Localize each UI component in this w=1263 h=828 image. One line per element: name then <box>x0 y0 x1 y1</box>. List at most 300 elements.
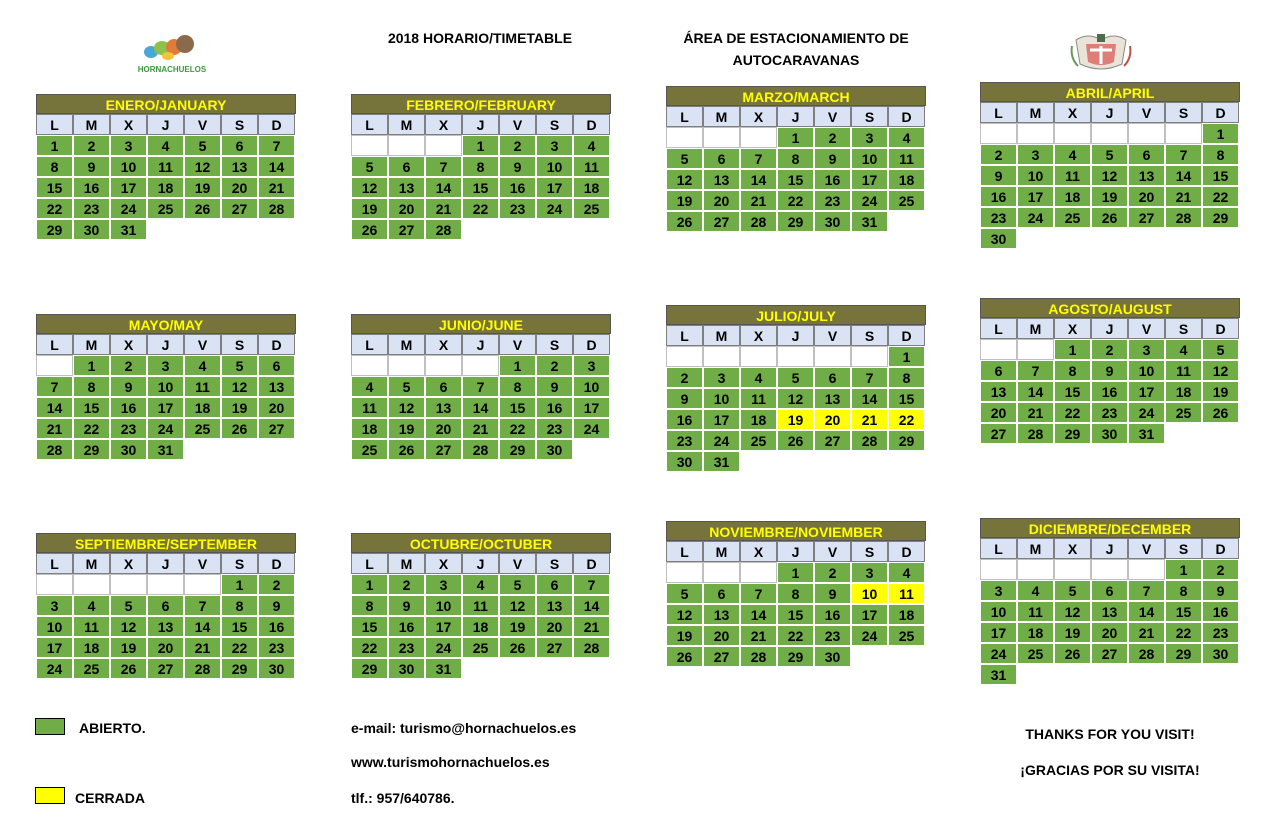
day-cell-open: 14 <box>258 156 295 177</box>
day-cell-open: 3 <box>851 562 888 583</box>
weekday-header: S <box>221 334 258 355</box>
day-cell-open: 19 <box>388 418 425 439</box>
day-cell-open: 26 <box>184 198 221 219</box>
day-cell-open: 11 <box>351 397 388 418</box>
day-cell-open: 13 <box>1091 601 1128 622</box>
weekday-header: X <box>740 106 777 127</box>
day-cell-closed: 10 <box>851 583 888 604</box>
day-cell-open: 17 <box>36 637 73 658</box>
day-cell-open: 11 <box>888 148 925 169</box>
empty-day-cell <box>351 355 388 376</box>
day-cell-open: 29 <box>1202 207 1239 228</box>
weekday-header: J <box>462 114 499 135</box>
day-cell-open: 21 <box>36 418 73 439</box>
day-cell-open: 2 <box>499 135 536 156</box>
day-cell-open: 17 <box>110 177 147 198</box>
weekday-header: M <box>73 334 110 355</box>
day-cell-open: 15 <box>1165 601 1202 622</box>
day-cell-open: 10 <box>1128 360 1165 381</box>
day-cell-open: 4 <box>73 595 110 616</box>
weekday-header: L <box>980 538 1017 559</box>
day-cell-open: 26 <box>666 646 703 667</box>
month-title: AGOSTO/AUGUST <box>980 298 1240 318</box>
weekday-header: M <box>1017 318 1054 339</box>
day-cell-open: 26 <box>388 439 425 460</box>
day-cell-open: 10 <box>36 616 73 637</box>
day-cell-open: 5 <box>1054 580 1091 601</box>
day-cell-open: 27 <box>221 198 258 219</box>
day-cell-open: 16 <box>499 177 536 198</box>
day-cell-open: 1 <box>499 355 536 376</box>
day-cell-open: 8 <box>1202 144 1239 165</box>
coat-of-arms-icon <box>1068 30 1134 72</box>
month-january <box>36 94 296 240</box>
day-cell-open: 29 <box>777 646 814 667</box>
day-cell-open: 6 <box>147 595 184 616</box>
day-cell-open: 14 <box>425 177 462 198</box>
day-cell-open: 8 <box>1165 580 1202 601</box>
day-cell-open: 10 <box>851 148 888 169</box>
weekday-header: J <box>147 334 184 355</box>
weekday-header: M <box>388 114 425 135</box>
empty-day-cell <box>1054 123 1091 144</box>
day-cell-closed: 21 <box>851 409 888 430</box>
day-cell-open: 12 <box>666 604 703 625</box>
day-cell-open: 20 <box>1091 622 1128 643</box>
day-cell-closed: 11 <box>888 583 925 604</box>
day-cell-open: 3 <box>110 135 147 156</box>
day-cell-open: 8 <box>777 583 814 604</box>
empty-day-cell <box>851 346 888 367</box>
day-cell-open: 10 <box>147 376 184 397</box>
day-cell-open: 20 <box>388 198 425 219</box>
day-cell-open: 8 <box>221 595 258 616</box>
month-title: NOVIEMBRE/NOVIEMBER <box>666 521 926 541</box>
day-cell-open: 4 <box>888 127 925 148</box>
weekday-header: D <box>573 334 610 355</box>
day-cell-open: 12 <box>666 169 703 190</box>
day-cell-open: 24 <box>536 198 573 219</box>
day-cell-open: 28 <box>1165 207 1202 228</box>
weekday-header: L <box>980 318 1017 339</box>
day-cell-open: 25 <box>1054 207 1091 228</box>
empty-day-cell <box>666 127 703 148</box>
weekday-header: J <box>462 334 499 355</box>
day-cell-open: 14 <box>740 169 777 190</box>
day-cell-open: 15 <box>1054 381 1091 402</box>
day-cell-open: 9 <box>980 165 1017 186</box>
day-cell-open: 7 <box>258 135 295 156</box>
empty-day-cell <box>388 355 425 376</box>
day-cell-open: 2 <box>980 144 1017 165</box>
day-cell-open: 13 <box>536 595 573 616</box>
weekday-header: X <box>110 114 147 135</box>
empty-day-cell <box>1091 559 1128 580</box>
day-cell-open: 19 <box>499 616 536 637</box>
day-cell-open: 13 <box>221 156 258 177</box>
day-cell-closed: 20 <box>814 409 851 430</box>
day-cell-open: 7 <box>1017 360 1054 381</box>
day-cell-open: 18 <box>573 177 610 198</box>
month-october <box>351 533 611 679</box>
month-grid <box>351 553 611 679</box>
empty-day-cell <box>777 346 814 367</box>
day-cell-open: 5 <box>388 376 425 397</box>
day-cell-open: 3 <box>1017 144 1054 165</box>
month-title: ABRIL/APRIL <box>980 82 1240 102</box>
day-cell-open: 21 <box>1165 186 1202 207</box>
month-title: FEBRERO/FEBRUARY <box>351 94 611 114</box>
day-cell-open: 10 <box>573 376 610 397</box>
month-title: DICIEMBRE/DECEMBER <box>980 518 1240 538</box>
day-cell-open: 8 <box>499 376 536 397</box>
weekday-header: S <box>536 114 573 135</box>
day-cell-open: 11 <box>147 156 184 177</box>
day-cell-open: 6 <box>980 360 1017 381</box>
day-cell-open: 8 <box>888 367 925 388</box>
day-cell-open: 29 <box>888 430 925 451</box>
day-cell-open: 11 <box>73 616 110 637</box>
day-cell-open: 28 <box>462 439 499 460</box>
weekday-header: L <box>36 114 73 135</box>
day-cell-open: 20 <box>703 190 740 211</box>
day-cell-open: 14 <box>1017 381 1054 402</box>
month-grid <box>666 541 926 667</box>
day-cell-open: 26 <box>221 418 258 439</box>
day-cell-open: 30 <box>536 439 573 460</box>
day-cell-open: 3 <box>536 135 573 156</box>
month-february <box>351 94 611 240</box>
day-cell-open: 8 <box>73 376 110 397</box>
day-cell-open: 17 <box>147 397 184 418</box>
day-cell-open: 1 <box>777 562 814 583</box>
month-april <box>980 82 1240 249</box>
day-cell-open: 3 <box>851 127 888 148</box>
day-cell-open: 22 <box>1165 622 1202 643</box>
month-grid <box>36 114 296 240</box>
legend-closed-label: CERRADA <box>75 790 145 806</box>
contact-email: e-mail: turismo@hornachuelos.es <box>351 720 577 736</box>
day-cell-open: 19 <box>666 625 703 646</box>
day-cell-open: 5 <box>351 156 388 177</box>
month-august <box>980 298 1240 444</box>
empty-day-cell <box>666 346 703 367</box>
month-march <box>666 86 926 232</box>
day-cell-open: 17 <box>1017 186 1054 207</box>
weekday-header: D <box>573 553 610 574</box>
day-cell-open: 23 <box>666 430 703 451</box>
weekday-header: X <box>740 541 777 562</box>
day-cell-open: 31 <box>425 658 462 679</box>
day-cell-open: 14 <box>462 397 499 418</box>
day-cell-open: 27 <box>980 423 1017 444</box>
day-cell-open: 25 <box>462 637 499 658</box>
day-cell-open: 7 <box>36 376 73 397</box>
empty-day-cell <box>980 123 1017 144</box>
day-cell-open: 29 <box>499 439 536 460</box>
day-cell-open: 12 <box>1202 360 1239 381</box>
day-cell-open: 15 <box>73 397 110 418</box>
day-cell-open: 19 <box>351 198 388 219</box>
weekday-header: J <box>777 325 814 346</box>
day-cell-open: 22 <box>36 198 73 219</box>
empty-day-cell <box>1017 559 1054 580</box>
day-cell-open: 31 <box>980 664 1017 685</box>
legend-open-label: ABIERTO. <box>79 720 146 736</box>
day-cell-open: 12 <box>777 388 814 409</box>
day-cell-open: 2 <box>73 135 110 156</box>
empty-day-cell <box>1128 123 1165 144</box>
day-cell-open: 9 <box>814 583 851 604</box>
day-cell-open: 24 <box>36 658 73 679</box>
day-cell-open: 24 <box>1017 207 1054 228</box>
weekday-header: S <box>221 553 258 574</box>
weekday-header: D <box>258 553 295 574</box>
day-cell-open: 30 <box>258 658 295 679</box>
day-cell-open: 18 <box>351 418 388 439</box>
day-cell-open: 2 <box>1202 559 1239 580</box>
day-cell-open: 13 <box>703 604 740 625</box>
day-cell-open: 23 <box>980 207 1017 228</box>
month-june <box>351 314 611 460</box>
day-cell-open: 7 <box>425 156 462 177</box>
day-cell-open: 8 <box>462 156 499 177</box>
day-cell-open: 18 <box>1165 381 1202 402</box>
weekday-header: V <box>1128 102 1165 123</box>
month-grid <box>980 538 1240 685</box>
weekday-header: J <box>147 553 184 574</box>
day-cell-open: 6 <box>814 367 851 388</box>
day-cell-open: 5 <box>110 595 147 616</box>
day-cell-open: 25 <box>888 190 925 211</box>
day-cell-open: 6 <box>258 355 295 376</box>
day-cell-open: 2 <box>814 127 851 148</box>
day-cell-open: 9 <box>666 388 703 409</box>
weekday-header: L <box>351 553 388 574</box>
day-cell-open: 15 <box>499 397 536 418</box>
weekday-header: S <box>1165 538 1202 559</box>
day-cell-open: 9 <box>388 595 425 616</box>
day-cell-open: 11 <box>1165 360 1202 381</box>
month-grid <box>980 318 1240 444</box>
day-cell-open: 4 <box>573 135 610 156</box>
day-cell-open: 5 <box>1091 144 1128 165</box>
day-cell-open: 14 <box>1165 165 1202 186</box>
day-cell-open: 16 <box>1202 601 1239 622</box>
day-cell-open: 21 <box>462 418 499 439</box>
day-cell-open: 3 <box>36 595 73 616</box>
day-cell-open: 26 <box>1202 402 1239 423</box>
weekday-header: S <box>851 325 888 346</box>
day-cell-open: 9 <box>1091 360 1128 381</box>
month-title: ENERO/JANUARY <box>36 94 296 114</box>
day-cell-open: 12 <box>388 397 425 418</box>
day-cell-open: 1 <box>1165 559 1202 580</box>
weekday-header: S <box>536 334 573 355</box>
weekday-header: X <box>1054 318 1091 339</box>
day-cell-open: 12 <box>110 616 147 637</box>
day-cell-open: 11 <box>184 376 221 397</box>
day-cell-open: 22 <box>1054 402 1091 423</box>
weekday-header: V <box>184 553 221 574</box>
contact-web: www.turismohornachuelos.es <box>351 754 550 770</box>
day-cell-open: 18 <box>462 616 499 637</box>
empty-day-cell <box>1128 559 1165 580</box>
day-cell-open: 28 <box>1017 423 1054 444</box>
day-cell-open: 5 <box>499 574 536 595</box>
day-cell-open: 28 <box>740 211 777 232</box>
day-cell-open: 23 <box>73 198 110 219</box>
day-cell-open: 20 <box>703 625 740 646</box>
day-cell-open: 17 <box>851 169 888 190</box>
month-title: JUNIO/JUNE <box>351 314 611 334</box>
day-cell-open: 13 <box>980 381 1017 402</box>
day-cell-open: 19 <box>110 637 147 658</box>
day-cell-open: 12 <box>351 177 388 198</box>
weekday-header: V <box>1128 538 1165 559</box>
day-cell-open: 1 <box>221 574 258 595</box>
day-cell-open: 7 <box>851 367 888 388</box>
day-cell-open: 3 <box>703 367 740 388</box>
day-cell-open: 20 <box>425 418 462 439</box>
day-cell-open: 27 <box>388 219 425 240</box>
legend-closed-swatch <box>35 787 65 804</box>
day-cell-open: 28 <box>740 646 777 667</box>
weekday-header: D <box>1202 538 1239 559</box>
day-cell-open: 15 <box>351 616 388 637</box>
day-cell-open: 9 <box>258 595 295 616</box>
day-cell-open: 12 <box>1054 601 1091 622</box>
month-november <box>666 521 926 667</box>
day-cell-open: 20 <box>1128 186 1165 207</box>
logo-text: HORNACHUELOS <box>137 65 207 74</box>
day-cell-open: 17 <box>980 622 1017 643</box>
day-cell-open: 15 <box>777 604 814 625</box>
day-cell-open: 3 <box>1128 339 1165 360</box>
day-cell-open: 1 <box>73 355 110 376</box>
day-cell-open: 24 <box>980 643 1017 664</box>
day-cell-open: 21 <box>184 637 221 658</box>
day-cell-open: 31 <box>851 211 888 232</box>
day-cell-open: 11 <box>573 156 610 177</box>
day-cell-open: 10 <box>1017 165 1054 186</box>
day-cell-open: 13 <box>1128 165 1165 186</box>
month-july <box>666 305 926 472</box>
day-cell-open: 11 <box>740 388 777 409</box>
empty-day-cell <box>740 127 777 148</box>
empty-day-cell <box>740 346 777 367</box>
day-cell-open: 2 <box>388 574 425 595</box>
day-cell-open: 25 <box>740 430 777 451</box>
day-cell-open: 15 <box>462 177 499 198</box>
day-cell-open: 6 <box>536 574 573 595</box>
day-cell-open: 16 <box>1091 381 1128 402</box>
weekday-header: X <box>110 334 147 355</box>
day-cell-open: 24 <box>851 190 888 211</box>
day-cell-open: 15 <box>888 388 925 409</box>
day-cell-open: 23 <box>1202 622 1239 643</box>
day-cell-open: 12 <box>1091 165 1128 186</box>
weekday-header: L <box>666 325 703 346</box>
day-cell-open: 7 <box>184 595 221 616</box>
day-cell-open: 27 <box>425 439 462 460</box>
day-cell-open: 25 <box>1017 643 1054 664</box>
day-cell-open: 29 <box>221 658 258 679</box>
weekday-header: M <box>73 553 110 574</box>
day-cell-open: 21 <box>573 616 610 637</box>
weekday-header: J <box>1091 102 1128 123</box>
day-cell-open: 16 <box>110 397 147 418</box>
day-cell-open: 2 <box>666 367 703 388</box>
area-title-line1: ÁREA DE ESTACIONAMIENTO DE <box>683 30 909 46</box>
empty-day-cell <box>147 574 184 595</box>
day-cell-open: 1 <box>777 127 814 148</box>
day-cell-open: 26 <box>666 211 703 232</box>
day-cell-open: 28 <box>573 637 610 658</box>
day-cell-open: 18 <box>888 604 925 625</box>
day-cell-open: 14 <box>573 595 610 616</box>
day-cell-open: 28 <box>258 198 295 219</box>
day-cell-open: 27 <box>814 430 851 451</box>
weekday-header: J <box>777 541 814 562</box>
day-cell-open: 23 <box>1091 402 1128 423</box>
day-cell-open: 10 <box>703 388 740 409</box>
day-cell-open: 30 <box>388 658 425 679</box>
day-cell-open: 8 <box>1054 360 1091 381</box>
day-cell-open: 13 <box>425 397 462 418</box>
day-cell-open: 25 <box>351 439 388 460</box>
day-cell-open: 21 <box>1017 402 1054 423</box>
day-cell-open: 2 <box>258 574 295 595</box>
weekday-header: V <box>499 553 536 574</box>
day-cell-open: 26 <box>499 637 536 658</box>
day-cell-open: 31 <box>1128 423 1165 444</box>
day-cell-open: 26 <box>1091 207 1128 228</box>
empty-day-cell <box>425 355 462 376</box>
day-cell-open: 4 <box>1054 144 1091 165</box>
day-cell-open: 15 <box>221 616 258 637</box>
day-cell-open: 8 <box>351 595 388 616</box>
day-cell-open: 1 <box>1054 339 1091 360</box>
day-cell-open: 5 <box>666 148 703 169</box>
weekday-header: X <box>425 114 462 135</box>
weekday-header: X <box>110 553 147 574</box>
day-cell-open: 17 <box>703 409 740 430</box>
weekday-header: S <box>851 106 888 127</box>
day-cell-open: 18 <box>147 177 184 198</box>
weekday-header: M <box>388 334 425 355</box>
day-cell-open: 9 <box>73 156 110 177</box>
day-cell-open: 6 <box>1091 580 1128 601</box>
day-cell-open: 26 <box>351 219 388 240</box>
day-cell-open: 14 <box>36 397 73 418</box>
weekday-header: D <box>1202 318 1239 339</box>
day-cell-open: 15 <box>36 177 73 198</box>
weekday-header: V <box>814 325 851 346</box>
day-cell-open: 24 <box>1128 402 1165 423</box>
weekday-header: D <box>888 325 925 346</box>
month-september <box>36 533 296 679</box>
weekday-header: L <box>666 106 703 127</box>
day-cell-open: 6 <box>1128 144 1165 165</box>
day-cell-open: 22 <box>221 637 258 658</box>
day-cell-open: 16 <box>814 169 851 190</box>
day-cell-open: 29 <box>777 211 814 232</box>
day-cell-open: 1 <box>36 135 73 156</box>
day-cell-open: 1 <box>462 135 499 156</box>
day-cell-open: 14 <box>851 388 888 409</box>
day-cell-open: 13 <box>147 616 184 637</box>
